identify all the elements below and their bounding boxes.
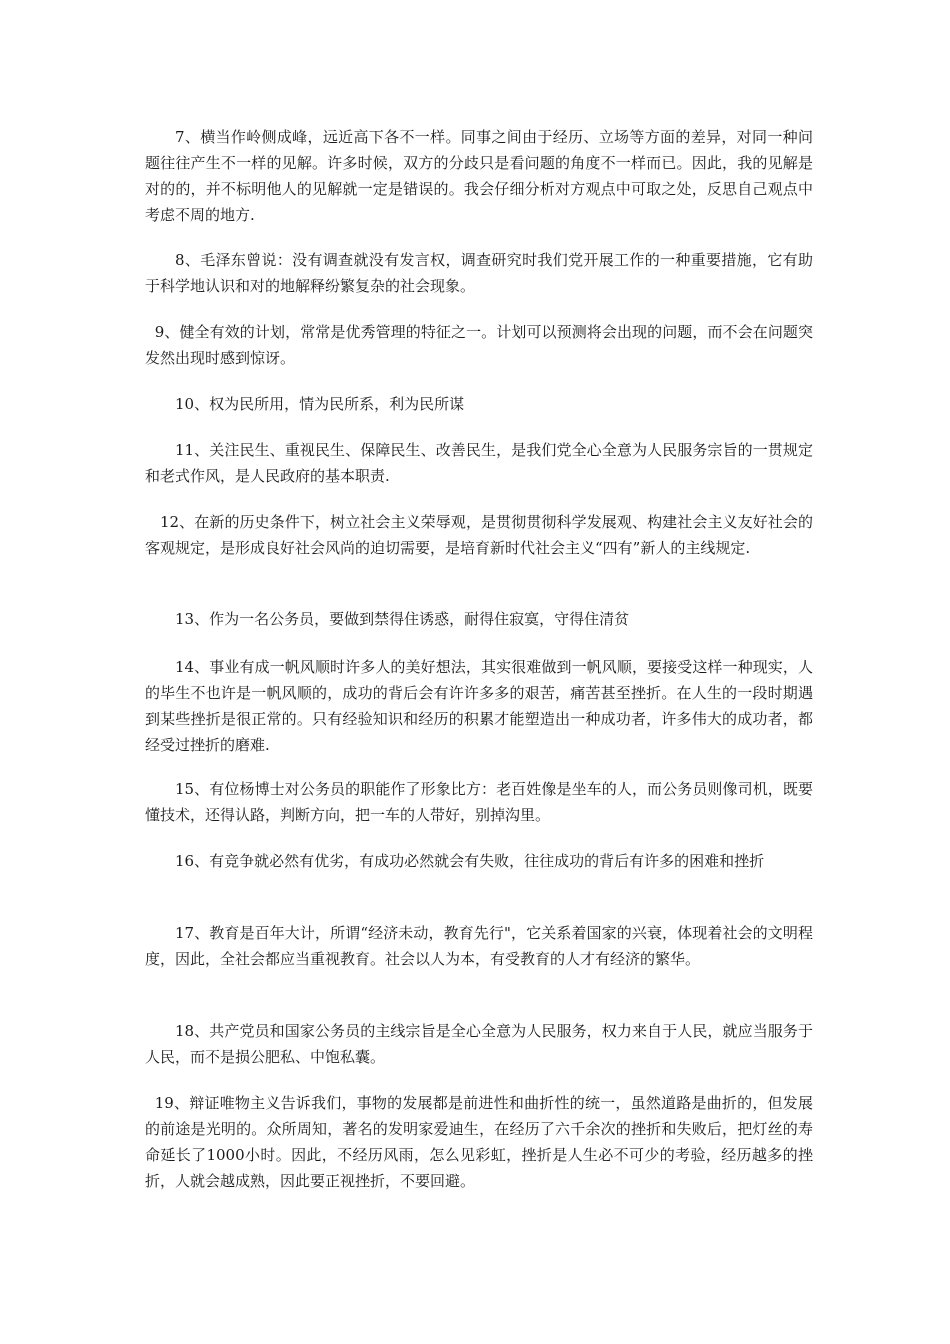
paragraph-19: 19、辩证唯物主义告诉我们，事物的发展都是前进性和曲折性的统一，虽然道路是曲折的，但发展的前途是光明的。众所周知，著名的发明家爱迪生，在经历了六千余次的挫折和失败后，把灯丝的寿命延长了1000小时。因此，不经历风雨，怎么见彩虹，挫折是人生必不可少的考验，经历越多的挫折，人就会越成熟，因此要正视挫折，不要回避。 bbox=[145, 1094, 813, 1190]
paragraph-9: 9、健全有效的计划，常常是优秀管理的特征之一。计划可以预测将会出现的问题，而不会在问题突发然出现时感到惊讶。 bbox=[145, 323, 813, 367]
paragraph-16: 16、有竞争就必然有优劣，有成功必然就会有失败，往往成功的背后有许多的困难和挫折 bbox=[175, 852, 765, 870]
paragraph-10: 10、权为民所用，情为民所系，利为民所谋 bbox=[175, 395, 465, 413]
paragraph-8: 8、毛泽东曾说：没有调查就没有发言权，调查研究时我们党开展工作的一种重要措施，它有助于科学地认识和对的地解释纷繁复杂的社会现象。 bbox=[145, 251, 813, 295]
paragraph-15: 15、有位杨博士对公务员的职能作了形象比方：老百姓像是坐车的人，而公务员则像司机，既要懂技术，还得认路，判断方向，把一车的人带好，别掉沟里。 bbox=[145, 780, 813, 824]
paragraph-17: 17、教育是百年大计，所谓“经济未动，教育先行"，它关系着国家的兴衰，体现着社会的文明程度，因此，全社会都应当重视教育。社会以人为本，有受教育的人才有经济的繁华。 bbox=[145, 924, 813, 968]
paragraph-12: 12、在新的历史条件下，树立社会主义荣辱观，是贯彻贯彻科学发展观、构建社会主义友好社会的客观规定，是形成良好社会风尚的迫切需要，是培育新时代社会主义“四有”新人的主线规定. bbox=[145, 513, 813, 557]
paragraph-7: 7、横当作岭侧成峰，远近高下各不一样。同事之间由于经历、立场等方面的差异，对同一种问题往往产生不一样的见解。许多时候，双方的分歧只是看问题的角度不一样而已。因此，我的见解是对的的，并不标明他人的见解就一定是错误的。我会仔细分析对方观点中可取之处，反思自己观点中考虑不周的地方. bbox=[145, 128, 813, 224]
paragraph-18: 18、共产党员和国家公务员的主线宗旨是全心全意为人民服务，权力来自于人民，就应当服务于人民，而不是损公肥私、中饱私囊。 bbox=[145, 1022, 813, 1066]
paragraph-11: 11、关注民生、重视民生、保障民生、改善民生，是我们党全心全意为人民服务宗旨的一贯规定和老式作风，是人民政府的基本职责. bbox=[145, 441, 813, 485]
paragraph-14: 14、事业有成一帆风顺时许多人的美好想法，其实很难做到一帆风顺，要接受这样一种现实，人的毕生不也许是一帆风顺的，成功的背后会有许许多多的艰苦，痛苦甚至挫折。在人生的一段时期遇到某些挫折是很正常的。只有经验知识和经历的积累才能塑造出一种成功者，许多伟大的成功者，都经受过挫折的磨难. bbox=[145, 658, 813, 754]
paragraph-13: 13、作为一名公务员，要做到禁得住诱惑，耐得住寂寞，守得住清贫 bbox=[175, 610, 630, 628]
